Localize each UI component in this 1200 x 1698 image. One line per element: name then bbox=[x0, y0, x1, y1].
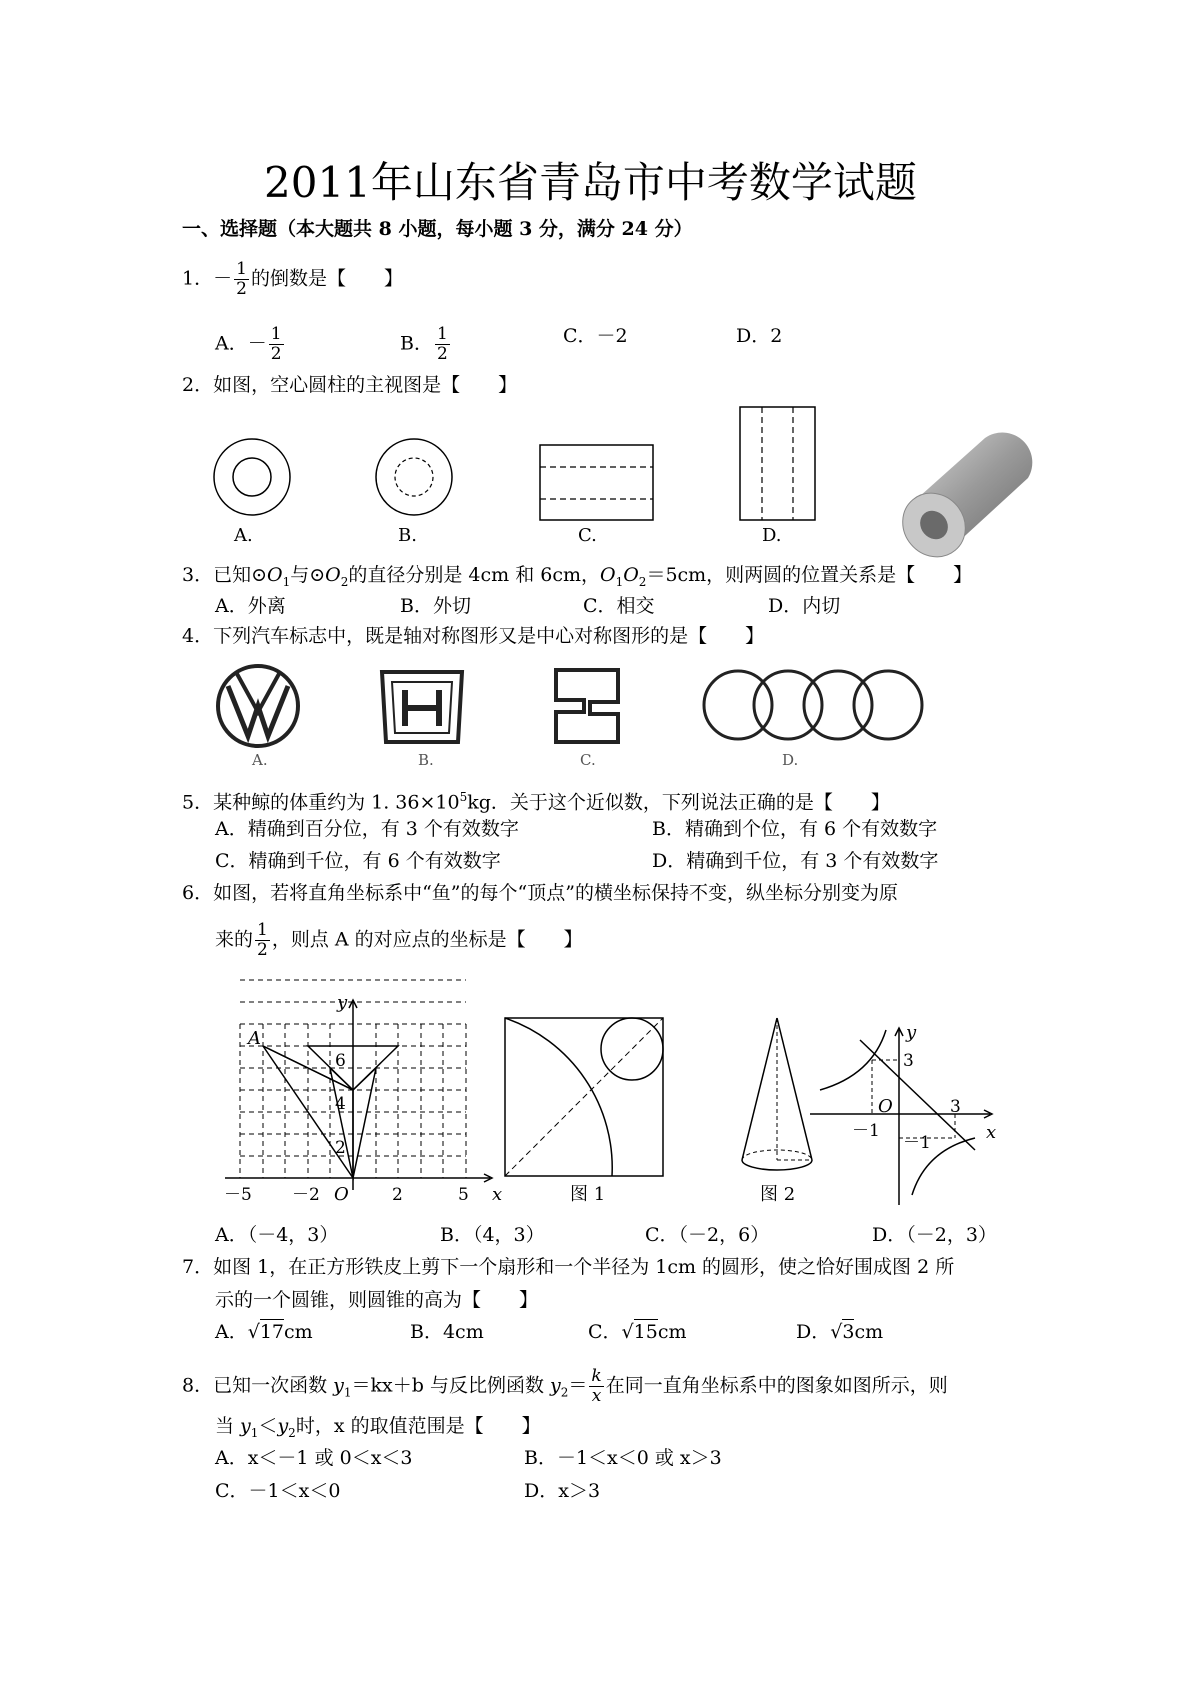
question-3: 3．已知$⊙O_1$与$⊙O_2$的直径分别是 4cm 和 6cm，$O_1O_2=5cm$，则两圆的位置关系是【 】 bbox=[182, 564, 973, 589]
question-8-line1: 8．已知一次函数 $y_1=kx+b$ 与反比例函数 $y_2=$ $\frac{k}{x}$ 在同一直角坐标系中的图象如图所示，则 bbox=[182, 1366, 948, 1406]
page-title: 2011年山东省青岛市中考数学试题 bbox=[264, 158, 917, 207]
q6-axes bbox=[225, 1000, 492, 1190]
fig1-caption: 图 1 bbox=[570, 1184, 606, 1205]
q1-minus: － bbox=[213, 267, 233, 290]
q8-origin: O bbox=[878, 1096, 893, 1117]
q2-label-b: B. bbox=[398, 525, 417, 546]
question-6-line1: 6．如图，若将直角坐标系中“鱼”的每个“顶点”的横坐标保持不变，纵坐标分别变为原 bbox=[182, 882, 898, 904]
q1-option-c: C．－2 bbox=[563, 325, 628, 347]
q3-option-c: C．相交 bbox=[583, 595, 655, 617]
fig2-caption: 图 2 bbox=[760, 1184, 796, 1205]
q8-option-a: A．x＜－1 或 0＜x＜3 bbox=[215, 1447, 413, 1469]
q6-tick-x5: 5 bbox=[458, 1185, 469, 1205]
q1-fraction: $\frac{1}{2}$ bbox=[236, 259, 247, 299]
q8-option-b: B．－1＜x＜0 或 x＞3 bbox=[524, 1447, 722, 1469]
q3-option-d: D．内切 bbox=[768, 595, 841, 617]
point-a-label: A bbox=[248, 1028, 261, 1049]
q5-option-c: C．精确到千位，有 6 个有效数字 bbox=[215, 850, 501, 872]
q7-figure-1 bbox=[505, 1018, 663, 1176]
q8-tick-xm1: －1 bbox=[852, 1121, 880, 1141]
q5-option-d: D．精确到千位，有 3 个有效数字 bbox=[652, 850, 939, 872]
question-7-line2: 示的一个圆锥，则圆锥的高为【 】 bbox=[215, 1289, 539, 1311]
q8-tick-x3: 3 bbox=[950, 1097, 961, 1117]
q8-y-label: y bbox=[906, 1022, 917, 1043]
q8-option-c: C．－1＜x＜0 bbox=[215, 1480, 341, 1502]
q8-tick-y3: 3 bbox=[903, 1051, 914, 1071]
q7-option-a: A．√17cm bbox=[215, 1321, 313, 1343]
q6-tick-xm2: －2 bbox=[292, 1185, 320, 1205]
q8-graph bbox=[810, 1028, 992, 1205]
q6-option-d: D．（－2，3） bbox=[872, 1224, 997, 1246]
q1-number: 1． bbox=[182, 267, 214, 290]
q6-option-c: C．（－2，6） bbox=[645, 1224, 770, 1246]
q8-option-d: D．x＞3 bbox=[524, 1480, 601, 1502]
q5-option-a: A．精确到百分位，有 3 个有效数字 bbox=[215, 818, 519, 840]
q4-label-c: C. bbox=[580, 751, 596, 769]
q8-x-label: x bbox=[986, 1122, 997, 1143]
q1-option-a: A．－ $\frac{1}{2}$ bbox=[215, 324, 282, 364]
q1-option-d: D．2 bbox=[736, 325, 783, 347]
question-7-line1: 7．如图 1，在正方形铁皮上剪下一个扇形和一个半径为 1cm 的圆形，使之恰好围成图 2 所 bbox=[182, 1256, 955, 1278]
q6-tick-y2: 2 bbox=[335, 1138, 346, 1158]
question-2: 2．如图，空心圆柱的主视图是【 】 bbox=[182, 374, 518, 396]
q7-option-b: B．4cm bbox=[410, 1321, 484, 1343]
q2-label-c: C. bbox=[578, 525, 597, 546]
section-heading: 一、选择题（本大题共 8 小题，每小题 3 分，满分 24 分） bbox=[182, 218, 693, 240]
q4-label-a: A. bbox=[252, 751, 268, 769]
q7-figure-2-cone bbox=[742, 1018, 812, 1170]
q4-label-d: D. bbox=[782, 751, 799, 769]
q6-tick-y4: 4 bbox=[335, 1094, 346, 1114]
q2-label-a: A. bbox=[234, 525, 253, 546]
question-6-line2: 来的 $\frac{1}{2}$ ，则点 A 的对应点的坐标是【 】 bbox=[215, 920, 583, 960]
q1-text: 的倒数是【 】 bbox=[250, 267, 403, 290]
q1-option-b: B． $\frac{1}{2}$ bbox=[400, 324, 448, 364]
q6-tick-xm5: －5 bbox=[224, 1185, 252, 1205]
q6-x-label: x bbox=[492, 1184, 503, 1205]
q3-option-b: B．外切 bbox=[400, 595, 471, 617]
q6-tick-y6: 6 bbox=[335, 1051, 346, 1071]
question-4: 4．下列汽车标志中，既是轴对称图形又是中心对称图形的是【 】 bbox=[182, 625, 765, 647]
q5-option-b: B．精确到个位，有 6 个有效数字 bbox=[652, 818, 938, 840]
q2-label-d: D. bbox=[762, 525, 782, 546]
question-8-line2: 当 $y_1<y_2$时，x 的取值范围是【 】 bbox=[215, 1415, 541, 1440]
q3-option-a: A．外离 bbox=[215, 595, 286, 617]
q6-origin: O bbox=[334, 1184, 349, 1205]
q8-tick-ym1: －1 bbox=[903, 1133, 931, 1153]
q6-tick-x2: 2 bbox=[392, 1185, 403, 1205]
q6-option-a: A．（－4，3） bbox=[215, 1224, 339, 1246]
q7-option-d: D．√3cm bbox=[796, 1321, 884, 1343]
question-5: 5．某种鲸的体重约为 1. $36\times 10^5kg$．关于这个近似数，下列说法正确的是【 】 bbox=[182, 790, 890, 814]
q6-y-label: y bbox=[337, 992, 348, 1013]
q4-label-b: B. bbox=[418, 751, 434, 769]
q6-option-b: B．（4，3） bbox=[440, 1224, 545, 1246]
q7-option-c: C．√15cm bbox=[588, 1321, 687, 1343]
